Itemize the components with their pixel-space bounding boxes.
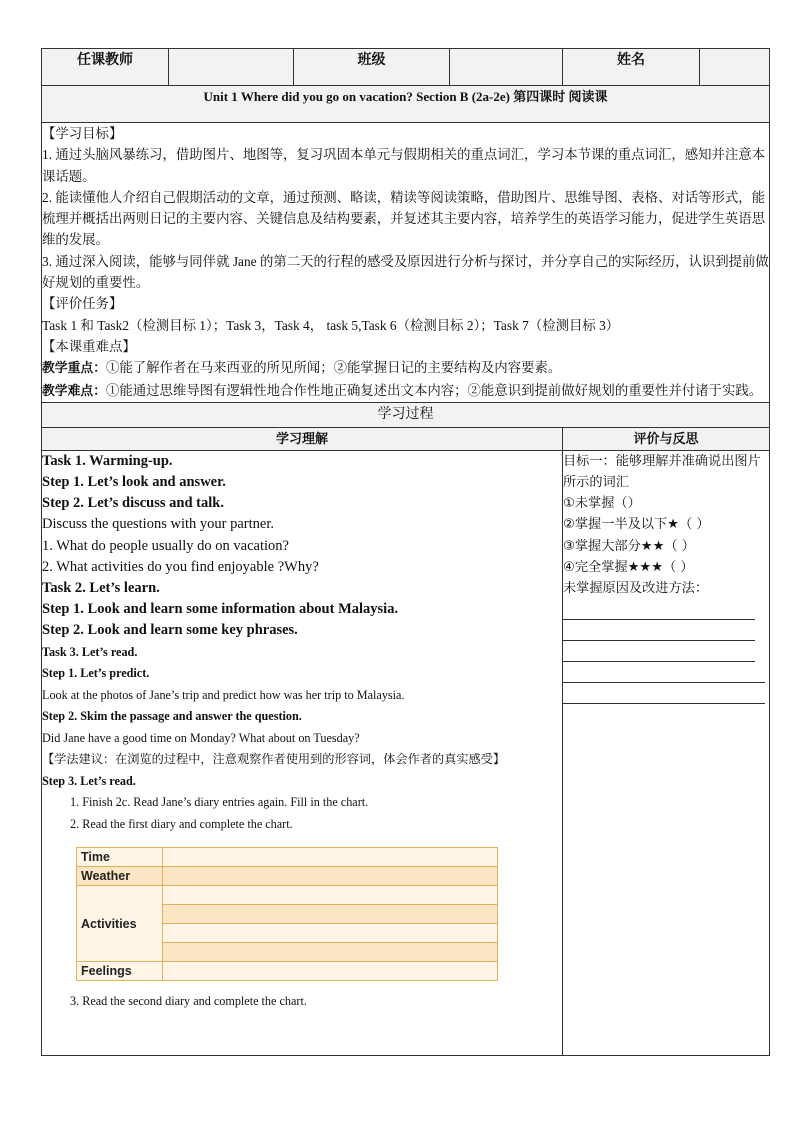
diff-label: 教学难点： [42, 383, 106, 399]
worksheet-table [41, 48, 770, 1056]
chart-activities-label: Activities [77, 886, 163, 962]
task1-desc: Discuss the questions with your partner. [42, 516, 274, 533]
key-text: ①能了解作者在马来西亚的所见所闻；②能掌握日记的主要结构及内容要素。 [105, 360, 562, 376]
teacher-label: 任课教师 [42, 49, 169, 86]
task3-step3: Step 3. Let’s read. [42, 773, 136, 788]
answer-line-3[interactable] [563, 641, 755, 662]
read-instruction-2: 2. Read the first diary and complete the chart. [70, 816, 293, 831]
reason-label: 未掌握原因及改进方法： [563, 581, 709, 597]
task2-title: Task 2. Let’s learn. [42, 580, 160, 597]
read-instruction-3: 3. Read the second diary and complete the chart. [70, 994, 307, 1009]
class-value [450, 49, 563, 86]
answer-line-2[interactable] [563, 620, 755, 641]
study-tip: 【学法建议：在浏览的过程中，注意观察作者使用到的形容词，体会作者的真实感受】 [42, 752, 506, 767]
chart-activity-cell-1[interactable] [163, 886, 498, 905]
option-2: ②掌握一半及以下★（ ） [563, 517, 710, 533]
answer-line-1[interactable] [563, 599, 755, 620]
chart-feelings-label: Feelings [77, 962, 163, 981]
name-label: 姓名 [563, 49, 700, 86]
right-column-heading: 评价与反思 [563, 427, 770, 450]
read-instruction-1: 1. Finish 2c. Read Jane’s diary entries again. Fill in the chart. [70, 795, 369, 810]
task1-step2: Step 2. Let’s discuss and talk. [42, 495, 224, 512]
goals-heading: 【学习目标】 [42, 126, 123, 141]
chart-time-cell[interactable] [163, 848, 498, 867]
chart-weather-label: Weather [77, 867, 163, 886]
task1-title: Task 1. Warming-up. [42, 452, 173, 469]
key-heading: 【本课重难点】 [42, 338, 136, 354]
task3-step1: Step 1. Let’s predict. [42, 666, 150, 681]
chart-feelings-cell[interactable] [163, 962, 498, 981]
class-label: 班级 [294, 49, 450, 86]
task3-step2-desc: Did Jane have a good time on Monday? What about on Tuesday? [42, 730, 360, 745]
goal-2: 2. 能读懂他人介绍自己假期活动的文章，通过预测、略读，精读等阅读策略，借助图片、思维导图、表格、对话等形式，能梳理并概括出两则日记的主要内容、关键信息及结构要素，并复述其主要内容，培养学生的英语学习能力，促进学生英语思维的发展。 [42, 189, 766, 248]
eval-heading: 【评价任务】 [42, 296, 123, 312]
task2-step2: Step 2. Look and learn some key phrases. [42, 622, 298, 639]
reflection-content [563, 450, 770, 1055]
option-3: ③掌握大部分★★（ ） [563, 538, 695, 554]
task3-step1-desc: Look at the photos of Jane’s trip and predict how was her trip to Malaysia. [42, 687, 405, 702]
eval-text: Task 1 和 Task2（检测目标 1）；Task 3，Task 4， task 5,Task 6（检测目标 2）；Task 7（检测目标 3） [42, 317, 620, 333]
teacher-value [169, 49, 294, 86]
goals-section [42, 123, 770, 403]
goal-3: 3. 通过深入阅读，能够与同伴就 Jane 的第二天的行程的感受及原因进行分析与探讨，并分享自己的实际经历，认识到提前做好规划的重要性。 [42, 253, 769, 291]
answer-line-4[interactable] [563, 662, 765, 683]
task2-step1: Step 1. Look and learn some information about Malaysia. [42, 601, 399, 618]
task1-step1: Step 1. Let’s look and answer. [42, 474, 226, 491]
task3-step2: Step 2. Skim the passage and answer the question. [42, 709, 302, 724]
chart-activity-cell-3[interactable] [163, 924, 498, 943]
diary-chart [76, 847, 498, 981]
chart-activity-cell-4[interactable] [163, 943, 498, 962]
key-label: 教学重点： [42, 361, 106, 377]
option-1: ①未掌握（） [563, 496, 641, 512]
reflection-goal: 目标一：能够理解并准确说出图片所示的词汇 [563, 453, 761, 491]
task1-q1: 1. What do people usually do on vacation? [42, 537, 289, 554]
name-value [700, 49, 770, 86]
chart-weather-cell[interactable] [163, 867, 498, 886]
answer-line-5[interactable] [563, 683, 765, 704]
process-heading: 学习过程 [42, 402, 770, 427]
header-row [42, 49, 770, 86]
lesson-title: Unit 1 Where did you go on vacation? Section B (2a-2e) 第四课时 阅读课 [42, 86, 770, 123]
diff-text: ①能通过思维导图有逻辑性地合作性地正确复述出文本内容；②能意识到提前做好规划的重要性并付诸于实践。 [105, 382, 763, 398]
option-4: ④完全掌握★★★（ ） [563, 559, 694, 575]
goal-1: 1. 通过头脑风暴练习，借助图片、地图等，复习巩固本单元与假期相关的重点词汇，学习本节课的重点词汇，感知并注意本课话题。 [42, 147, 766, 184]
task3-title: Task 3. Let’s read. [42, 644, 138, 659]
task1-q2: 2. What activities do you find enjoyable ?Why? [42, 558, 319, 575]
chart-activity-cell-2[interactable] [163, 905, 498, 924]
learning-content [42, 450, 563, 1055]
worksheet [41, 48, 769, 1056]
key-point [42, 357, 769, 379]
left-column-heading: 学习理解 [42, 427, 563, 450]
difficult-point [42, 380, 769, 402]
chart-time-label: Time [77, 848, 163, 867]
